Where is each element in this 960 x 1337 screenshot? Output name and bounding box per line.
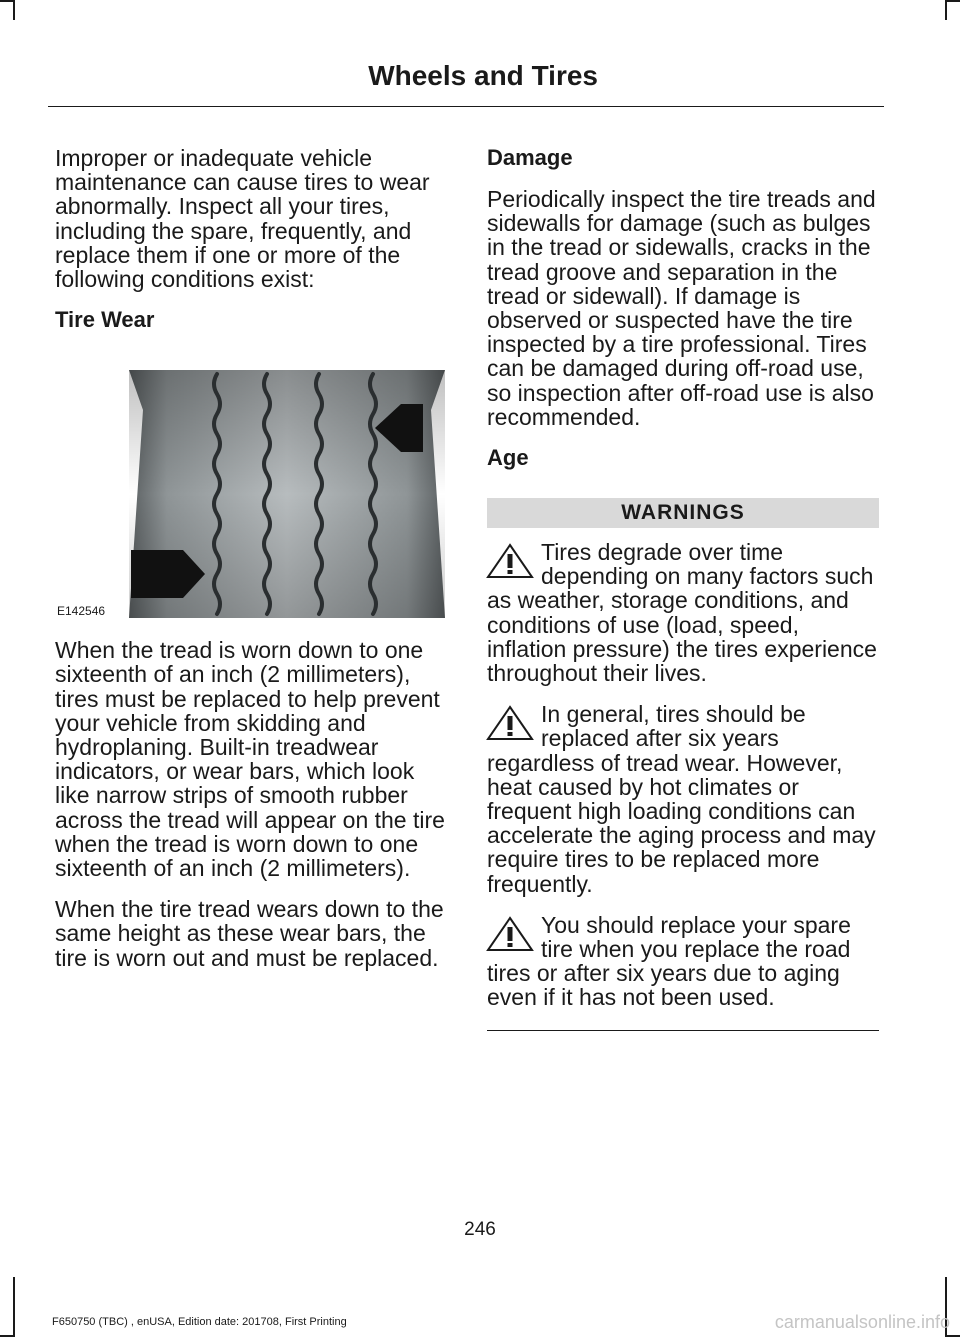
warnings-divider (487, 1030, 879, 1031)
warning-item (487, 540, 879, 685)
tire-wear-heading: Tire Wear (55, 307, 155, 333)
warning-text: You should replace your spare tire when you replace the road tires or after six years due to aging even if it has not been used. (487, 911, 851, 1011)
crop-mark (945, 0, 960, 2)
left-column (55, 146, 447, 987)
age-heading: Age (487, 445, 529, 471)
warning-triangle-icon (485, 542, 535, 580)
intro-paragraph: Improper or inadequate vehicle maintenance can cause tires to wear abnormally. Inspect all your tires, including the spare, frequently, and replace them if one or more of the following conditions exist: (55, 145, 430, 293)
header-divider (48, 106, 884, 107)
warnings-header: WARNINGS (487, 498, 879, 528)
figure-code: E142546 (57, 604, 106, 619)
warning-text: In general, tires should be replaced after six years regardless of tread wear. However, heat caused by hot climates or frequent high loading conditions can accelerate the aging process and may require tires to be replaced more frequently. (487, 701, 876, 897)
warning-triangle-icon (485, 915, 535, 953)
crop-mark (13, 1277, 15, 1337)
tire-tread-figure (55, 356, 447, 618)
warning-item (487, 702, 879, 896)
edition-footer: F650750 (TBC) , enUSA, Edition date: 201708, First Printing (52, 1316, 347, 1328)
right-column (487, 146, 879, 1031)
page-title: Wheels and Tires (368, 60, 598, 91)
crop-mark (945, 0, 947, 20)
tire-tread-illustration (129, 370, 445, 618)
damage-paragraph: Periodically inspect the tire treads and sidewalls for damage (such as bulges in the tread or sidewalls, cracks in the tread groove and separation in the tread or sidewall). If damage is observed or suspected have the tire inspected by a tire professional. Tires can be damaged during off-road use, so inspection after off-road use is also recommended. (487, 186, 876, 430)
wear-bar-paragraph: When the tire tread wears down to the same height as these wear bars, the tire is worn out and must be replaced. (55, 896, 444, 971)
warning-triangle-icon (485, 704, 535, 742)
warning-text: Tires degrade over time depending on many factors such as weather, storage conditions, and conditions of use (load, speed, inflation pressure) the tires experience throughout their lives. (487, 539, 877, 687)
damage-heading: Damage (487, 145, 573, 170)
treadwear-paragraph: When the tread is worn down to one sixteenth of an inch (2 millimeters), tires must be replaced to help prevent your vehicle from skidding and hydroplaning. Built-in treadwear indicators, or wear bars, which look like narrow strips of smooth rubber across the tread will appear on the tire when the tread is worn down to one sixteenth of an inch (2 millimeters). (55, 637, 445, 882)
page-number: 246 (464, 1219, 496, 1240)
crop-mark (13, 0, 15, 20)
warning-item (487, 913, 879, 1010)
watermark: carmanualsonline.info (774, 1312, 950, 1332)
